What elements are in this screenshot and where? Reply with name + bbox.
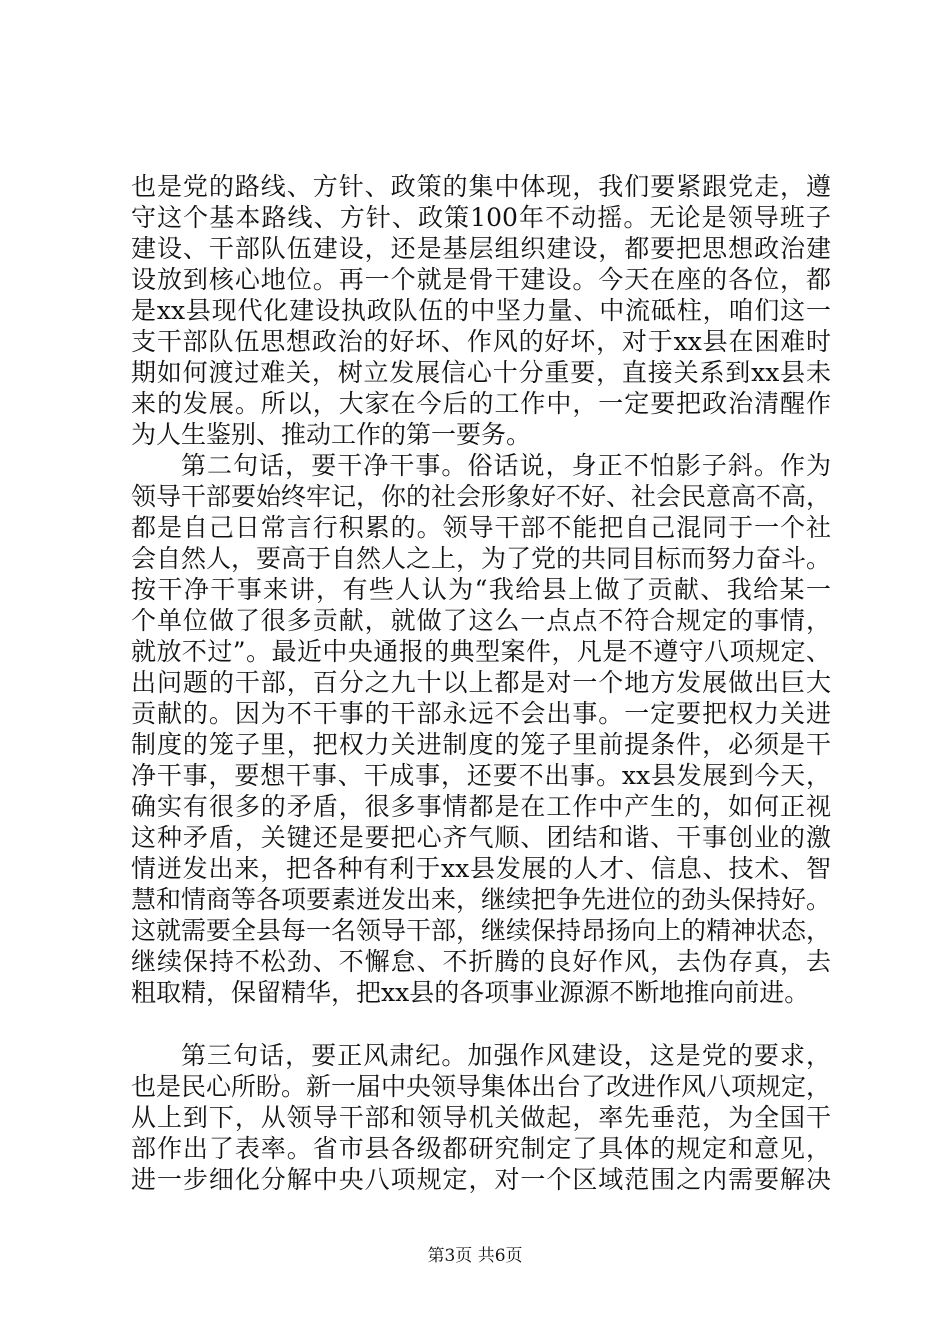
text-line: 第二句话，要干净干事。俗话说，身正不怕影子斜。作为 [181, 451, 831, 480]
paragraph-3 [131, 1040, 831, 1195]
page-number-footer: 第3页 共6页 [427, 1246, 523, 1266]
text-line: 支干部队伍思想政治的好坏、作风的好坏，对于xx县在困难时 [131, 327, 831, 356]
text-line: 也是民心所盼。新一届中央领导集体出台了改进作风八项规定， [131, 1072, 831, 1101]
text-line: 贡献的。因为不干事的干部永远不会出事。一定要把权力关进 [131, 699, 831, 728]
paragraph-1 [131, 171, 831, 450]
text-line: 期如何渡过难关，树立发展信心十分重要，直接关系到xx县未 [131, 358, 831, 387]
text-line: 制度的笼子里，把权力关进制度的笼子里前提条件，必须是干 [131, 730, 831, 759]
text-line: 继续保持不松劲、不懈怠、不折腾的良好作风，去伪存真，去 [131, 947, 831, 976]
text-line: 就放不过”。最近中央通报的典型案件，凡是不遵守八项规定、 [131, 637, 831, 666]
text-line: 部作出了表率。省市县各级都研究制定了具体的规定和意见， [131, 1134, 831, 1163]
text-line: 守这个基本路线、方针、政策100年不动摇。无论是领导班子 [131, 203, 831, 232]
text-line: 建设、干部队伍建设，还是基层组织建设，都要把思想政治建 [131, 234, 831, 263]
text-line: 第三句话，要正风肃纪。加强作风建设，这是党的要求， [181, 1041, 831, 1070]
text-line: 个单位做了很多贡献，就做了这么一点点不符合规定的事情， [131, 606, 831, 635]
text-line: 是xx县现代化建设执政队伍的中坚力量、中流砥柱，咱们这一 [131, 296, 831, 325]
text-line: 这种矛盾，关键还是要把心齐气顺、团结和谐、干事创业的激 [131, 823, 831, 852]
text-line: 从上到下，从领导干部和领导机关做起，率先垂范，为全国干 [131, 1103, 831, 1132]
text-line: 出问题的干部，百分之九十以上都是对一个地方发展做出巨大 [131, 668, 831, 697]
text-line: 进一步细化分解中央八项规定，对一个区域范围之内需要解决 [131, 1165, 831, 1194]
text-line: 设放到核心地位。再一个就是骨干建设。今天在座的各位，都 [131, 265, 831, 294]
text-line: 确实有很多的矛盾，很多事情都是在工作中产生的，如何正视 [131, 792, 831, 821]
paragraph-2 [131, 450, 831, 1008]
text-line: 都是自己日常言行积累的。领导干部不能把自己混同于一个社 [131, 513, 831, 542]
text-line: 这就需要全县每一名领导干部，继续保持昂扬向上的精神状态， [131, 916, 831, 945]
text-line: 粗取精，保留精华，把xx县的各项事业源源不断地推向前进。 [131, 978, 810, 1007]
text-line: 情迸发出来，把各种有利于xx县发展的人才、信息、技术、智 [131, 854, 831, 883]
text-line: 会自然人，要高于自然人之上，为了党的共同目标而努力奋斗。 [131, 544, 831, 573]
text-line: 来的发展。所以，大家在今后的工作中，一定要把政治清醒作 [131, 389, 831, 418]
text-line: 慧和情商等各项要素迸发出来，继续把争先进位的劲头保持好。 [131, 885, 831, 914]
text-line: 领导干部要始终牢记，你的社会形象好不好、社会民意高不高， [131, 482, 831, 511]
text-line: 按干净干事来讲，有些人认为“我给县上做了贡献、我给某一 [131, 575, 831, 604]
text-line: 净干事，要想干事、干成事，还要不出事。xx县发展到今天， [131, 761, 831, 790]
text-line: 也是党的路线、方针、政策的集中体现，我们要紧跟党走，遵 [131, 172, 831, 201]
text-line: 为人生鉴别、推动工作的第一要务。 [131, 420, 532, 449]
